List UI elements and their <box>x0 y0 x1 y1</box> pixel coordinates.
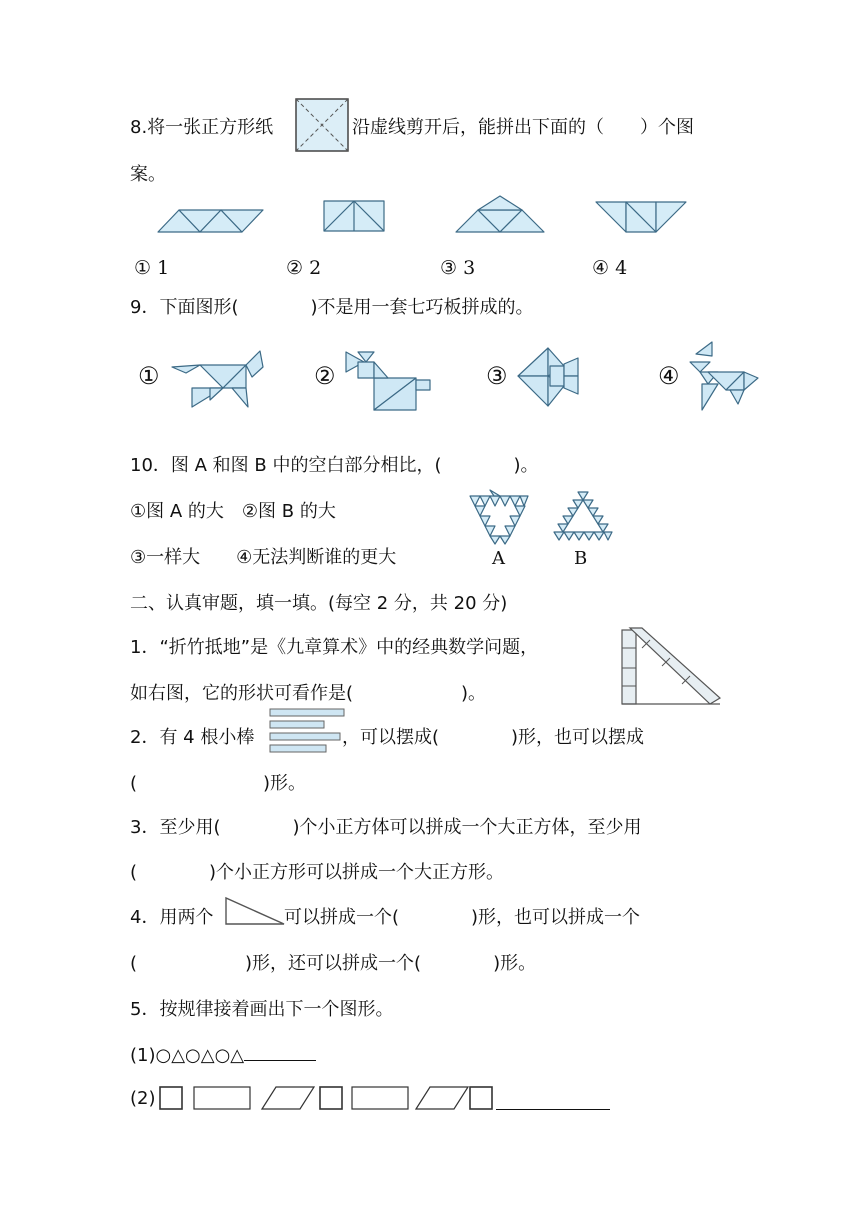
q8-option-3: ③ 3 <box>440 257 476 279</box>
s2q5-pattern-2-label: (2) <box>130 1088 156 1109</box>
pattern-1-answer-blank[interactable] <box>244 1042 316 1061</box>
bamboo-triangle-icon <box>618 626 722 708</box>
right-triangle-icon <box>224 896 286 926</box>
q9-text: 9．下面图形( )不是用一套七巧板拼成的。 <box>130 297 534 318</box>
q9-label-4: ④ <box>658 362 680 390</box>
tangram-horse-icon <box>170 345 266 411</box>
tangram-rabbit-icon <box>688 340 762 412</box>
figure-b <box>552 490 614 546</box>
s2q2-prefix: 2．有 4 根小棒 <box>130 727 255 748</box>
q10-option-line2: ③一样大 ④无法判断谁的更大 <box>130 547 397 568</box>
section-2-title: 二、认真审题，填一填。(每空 2 分，共 20 分) <box>130 593 508 614</box>
tangram-dog-icon <box>344 350 434 412</box>
q8-option-4: ④ 4 <box>592 257 628 279</box>
square-paper-icon <box>295 98 349 152</box>
s2q2-suffix: ，可以摆成( )形，也可以摆成 <box>342 727 645 748</box>
q9-label-3: ③ <box>486 362 508 390</box>
pattern-2-shapes <box>158 1084 498 1114</box>
s2q3-line1: 3．至少用( )个小正方体可以拼成一个大正方体，至少用 <box>130 817 642 838</box>
pattern-2-answer-blank[interactable] <box>496 1108 610 1110</box>
q9-label-2: ② <box>314 362 336 390</box>
figure-a <box>468 490 530 546</box>
q8-prefix: 8.将一张正方形纸 <box>130 117 274 138</box>
s2q4-suffix: 可以拼成一个( )形，也可以拼成一个 <box>284 907 641 928</box>
pattern-1-shapes: (1)○△○△○△ <box>130 1045 245 1066</box>
s2q3-line2: ( )个小正方形可以拼成一个大正方形。 <box>130 862 505 883</box>
q8-figure-3 <box>456 196 546 234</box>
figure-a-label: A <box>492 548 505 569</box>
s2q4-line2: ( )形，还可以拼成一个( )形。 <box>130 953 537 974</box>
s2q4-prefix: 4．用两个 <box>130 907 214 928</box>
q9-label-1: ① <box>138 362 160 390</box>
q8-option-2: ② 2 <box>286 257 322 279</box>
q10-option-line1: ①图 A 的大 ②图 B 的大 <box>130 501 336 522</box>
q8-figure-4 <box>596 200 688 234</box>
s2q1-line1: 1．“折竹抵地”是《九章算术》中的经典数学问题， <box>130 637 539 658</box>
q8-suffix: 沿虚线剪开后，能拼出下面的（ ）个图 <box>352 117 694 138</box>
figure-b-label: B <box>574 548 588 569</box>
s2q1-line2: 如右图，它的形状可看作是( )。 <box>130 683 487 704</box>
q10-text: 10．图 A 和图 B 中的空白部分相比，( )。 <box>130 455 539 476</box>
s2q5-text: 5．按规律接着画出下一个图形。 <box>130 999 394 1020</box>
q8-option-1: ① 1 <box>134 257 170 279</box>
s2q5-pattern-1 <box>130 1042 316 1068</box>
q8-figure-1 <box>158 208 268 234</box>
s2q2-line2: ( )形。 <box>130 773 307 794</box>
tangram-fish-icon <box>516 346 582 410</box>
q8-figure-2 <box>323 200 385 234</box>
q8-line1 <box>130 116 273 140</box>
sticks-icon <box>268 706 348 756</box>
q8-cont: 案。 <box>130 164 166 185</box>
